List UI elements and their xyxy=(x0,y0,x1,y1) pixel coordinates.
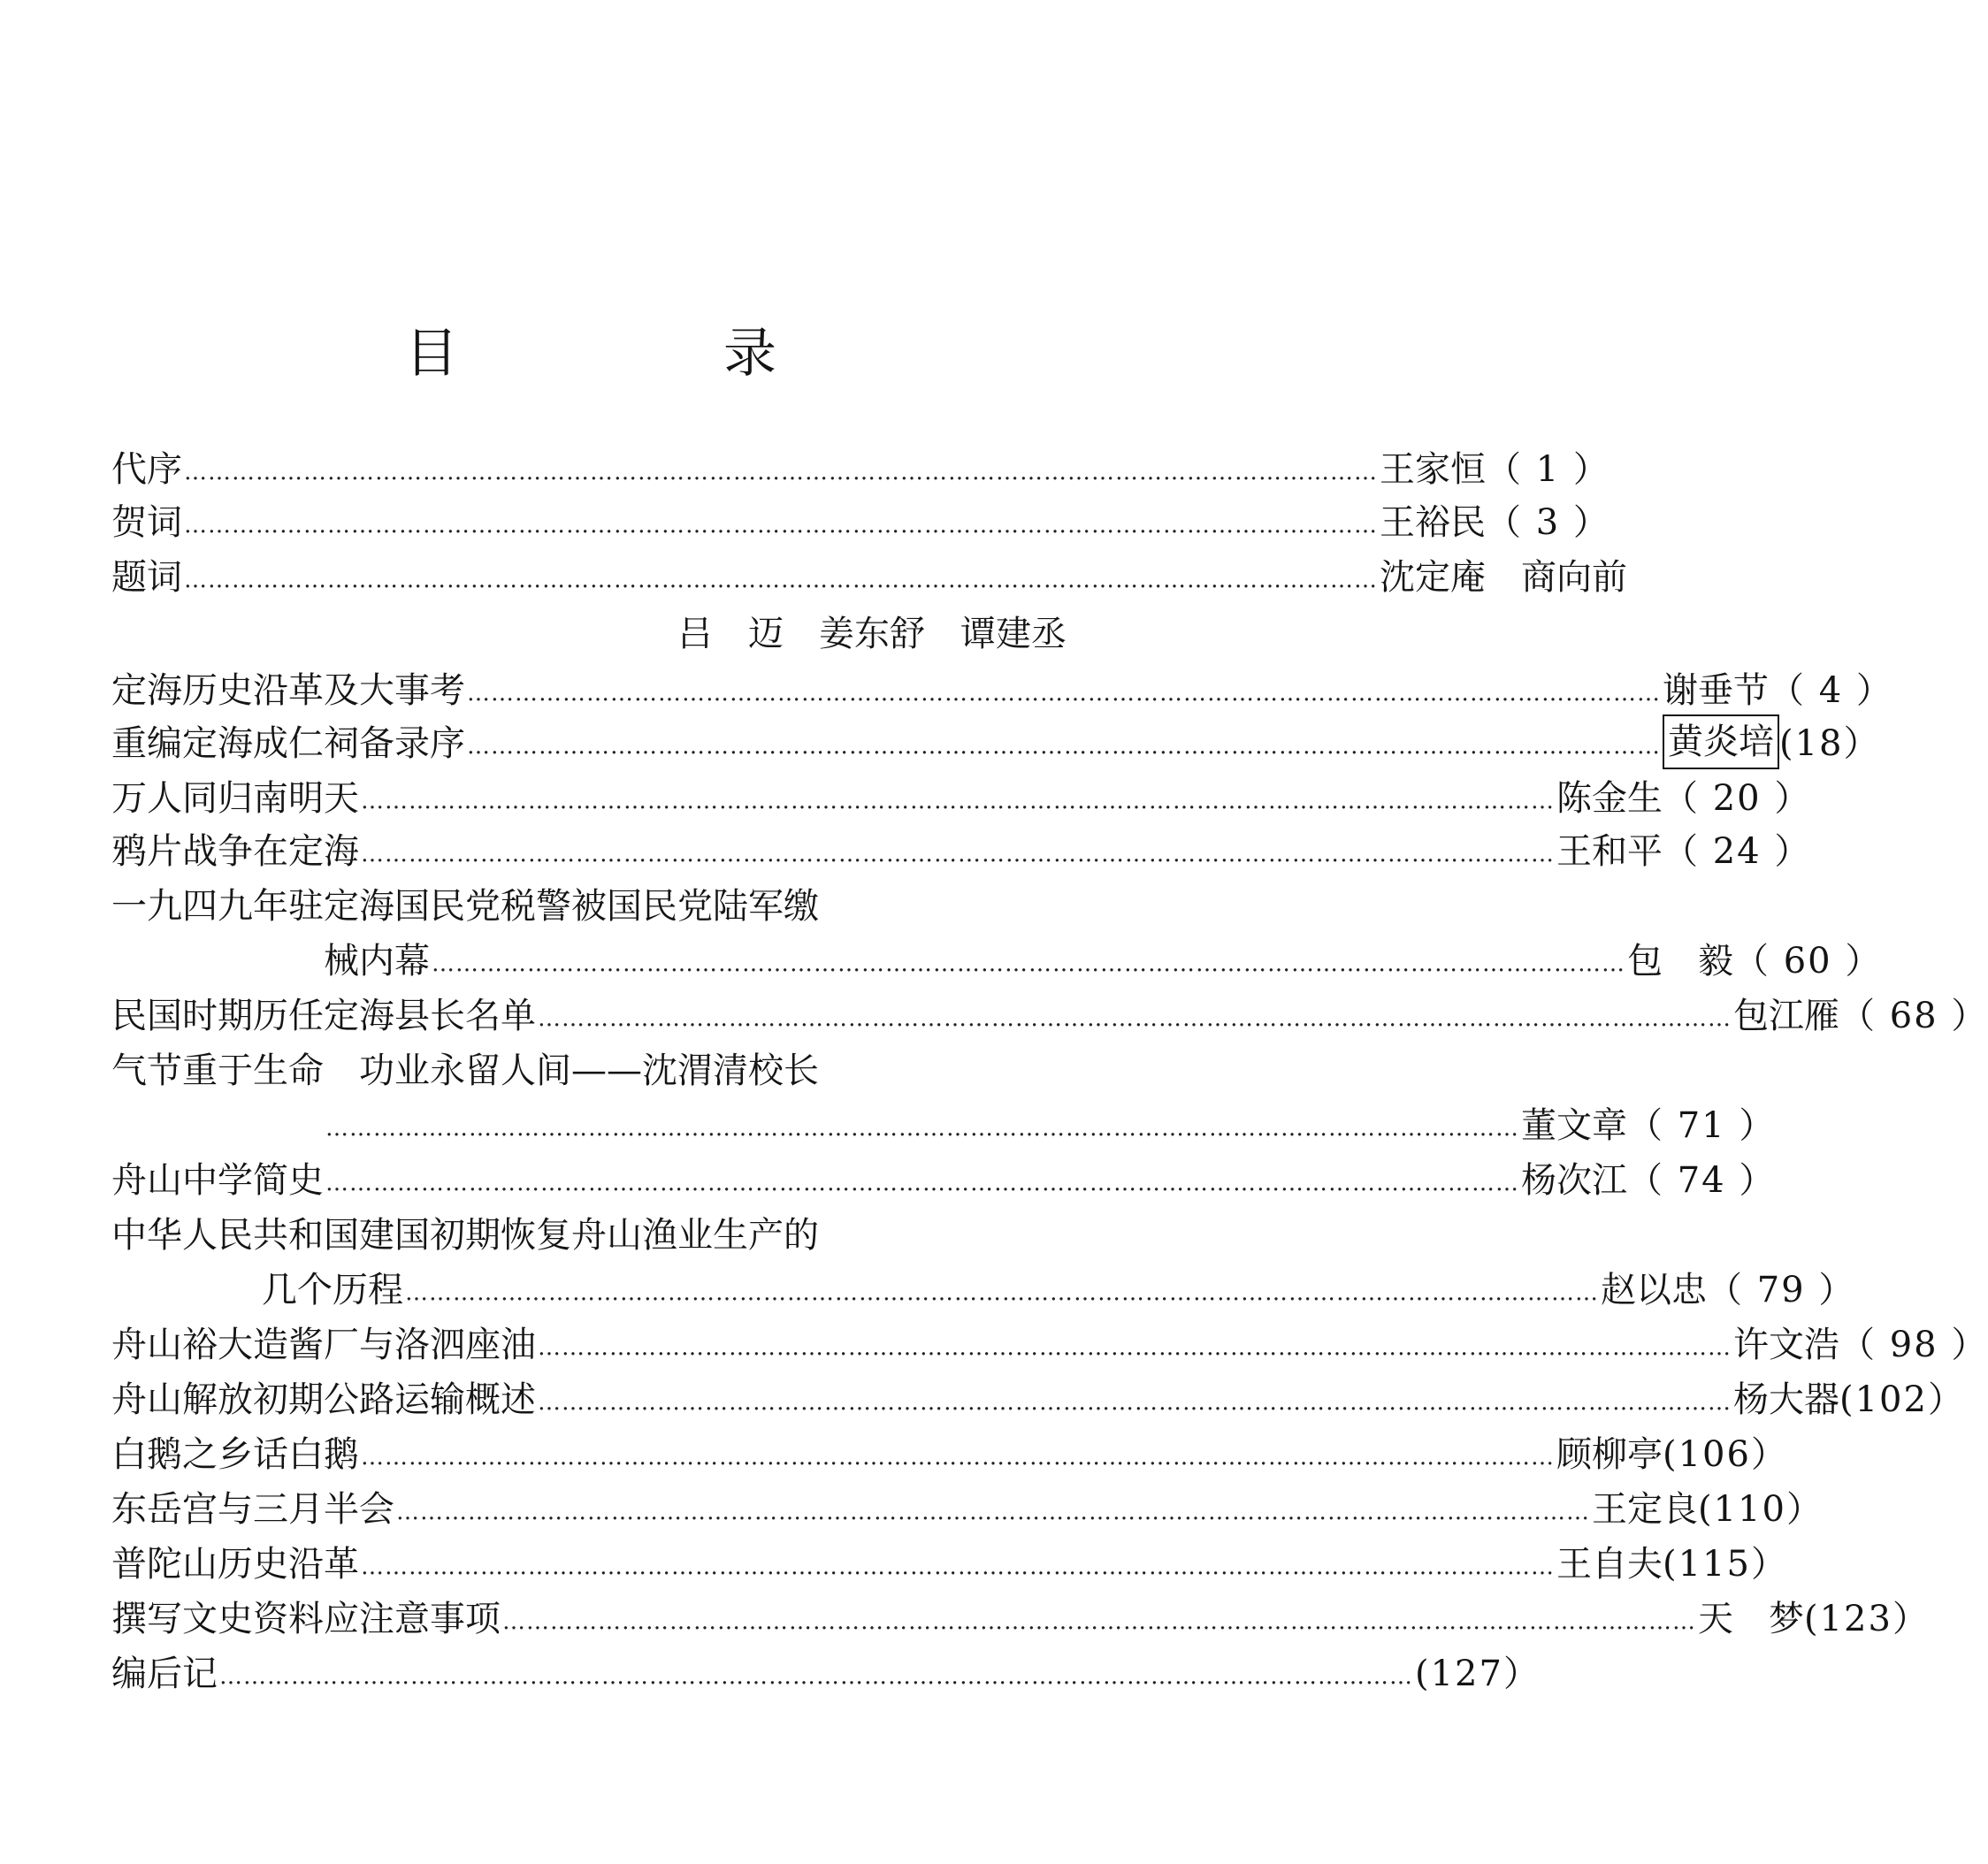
entry-title: 重编定海成仁祠备录序 xyxy=(111,723,465,764)
leader-dots: …………………………………………………………………………………………………………………………………… xyxy=(467,680,1661,707)
toc-entry[interactable] xyxy=(111,552,1627,603)
leader-dots: …………………………………………………………………………………………………………………………………… xyxy=(538,1389,1732,1416)
leader-dots: …………………………………………………………………………………………………………………………………… xyxy=(219,1663,1413,1690)
toc-entry[interactable] xyxy=(111,1539,1788,1590)
entry-title[interactable]: 气节重于生命 功业永留人间——沈渭清校长 xyxy=(111,1050,819,1091)
toc-entry[interactable] xyxy=(111,1648,1541,1700)
leader-dots: …………………………………………………………………………………………………………………………………… xyxy=(325,1115,1519,1142)
entry-author: 顾柳亭 xyxy=(1556,1434,1663,1475)
entry-author: 黄炎培 xyxy=(1663,714,1779,769)
entry-title-continued: 几个历程 xyxy=(262,1270,403,1310)
entry-title: 鸦片战争在定海 xyxy=(111,831,359,872)
toc-entry[interactable] xyxy=(111,1429,1788,1480)
entry-page: （ 60 ） xyxy=(1733,941,1883,982)
entry-title: 代序 xyxy=(111,449,182,490)
leader-dots: …………………………………………………………………………………………………………………………………… xyxy=(184,567,1378,593)
entry-page: (110） xyxy=(1698,1489,1824,1530)
entry-title[interactable]: 中华人民共和国建国初期恢复舟山渔业生产的 xyxy=(111,1215,819,1256)
toc-entry[interactable] xyxy=(111,497,1610,548)
entry-author: 沈定庵 商向前 xyxy=(1380,557,1627,598)
entry-page: (115） xyxy=(1663,1544,1788,1585)
entry-author: 许文浩 xyxy=(1733,1325,1839,1365)
entry-page: （ 74 ） xyxy=(1627,1160,1777,1201)
leader-dots: …………………………………………………………………………………………………………………………………… xyxy=(184,459,1378,485)
entry-title: 撰写文史资料应注意事项 xyxy=(111,1599,501,1639)
entry-author: 王裕民 xyxy=(1380,502,1486,543)
entry-author: 陈金生 xyxy=(1556,778,1663,819)
toc-entry[interactable] xyxy=(111,990,1988,1042)
toc-entry[interactable] xyxy=(262,1264,1856,1316)
entry-title: 舟山中学简史 xyxy=(111,1160,324,1201)
entry-author: 杨次江 xyxy=(1521,1160,1627,1201)
leader-dots: …………………………………………………………………………………………………………………………………… xyxy=(361,1554,1555,1580)
toc-entry[interactable] xyxy=(111,1374,1965,1425)
entry-author: 包江雁 xyxy=(1733,996,1839,1036)
toc-entry[interactable] xyxy=(111,665,1893,716)
entry-title: 编后记 xyxy=(111,1654,218,1694)
leader-dots: …………………………………………………………………………………………………………………………………… xyxy=(325,1170,1519,1196)
toc-entry[interactable] xyxy=(111,718,1881,769)
leader-dots: …………………………………………………………………………………………………………………………………… xyxy=(405,1280,1599,1306)
entry-title: 白鹅之乡话白鹅 xyxy=(111,1434,359,1475)
entry-author: 董文章 xyxy=(1521,1105,1627,1146)
leader-dots: …………………………………………………………………………………………………………………………………… xyxy=(467,733,1661,760)
entry-page: (18） xyxy=(1779,723,1881,764)
entry-page: （ 98 ） xyxy=(1839,1325,1988,1365)
leader-dots: …………………………………………………………………………………………………………………………………… xyxy=(396,1499,1590,1525)
entry-page: （ 4 ） xyxy=(1769,670,1893,711)
entry-author: 王自夫 xyxy=(1556,1544,1663,1585)
leader-dots: …………………………………………………………………………………………………………………………………… xyxy=(432,951,1625,977)
entry-page: (106） xyxy=(1663,1434,1788,1475)
entry-title[interactable]: 一九四九年驻定海国民党税警被国民党陆军缴 xyxy=(111,886,819,927)
entry-title: 贺词 xyxy=(111,502,182,543)
entry-page: （ 71 ） xyxy=(1627,1105,1777,1146)
entry-page: （ 79 ） xyxy=(1707,1270,1856,1310)
entry-title: 普陀山历史沿革 xyxy=(111,1544,359,1585)
entry-author: 赵以忠 xyxy=(1601,1270,1707,1310)
entry-page: (123） xyxy=(1804,1599,1930,1639)
entry-title: 舟山解放初期公路运输概述 xyxy=(111,1379,536,1420)
entry-title: 题词 xyxy=(111,557,182,598)
entry-author-continued: 吕 迈 姜东舒 谭建丞 xyxy=(677,614,1067,654)
entry-page: （ 3 ） xyxy=(1486,502,1610,543)
entry-author: 王和平 xyxy=(1556,831,1663,872)
entry-title: 定海历史沿革及大事考 xyxy=(111,670,465,711)
toc-entry[interactable] xyxy=(111,1484,1824,1535)
entry-title: 民国时期历任定海县长名单 xyxy=(111,996,536,1036)
page-title: 目 录 xyxy=(405,323,883,385)
leader-dots: …………………………………………………………………………………………………………………………………… xyxy=(361,788,1555,814)
entry-author: 包 毅 xyxy=(1627,941,1733,982)
leader-dots: …………………………………………………………………………………………………………………………………… xyxy=(538,1334,1732,1361)
toc-entry[interactable] xyxy=(111,826,1812,877)
entry-page: （ 68 ） xyxy=(1839,996,1988,1036)
entry-title: 舟山裕大造酱厂与洛泗座油 xyxy=(111,1325,536,1365)
toc-entry[interactable] xyxy=(111,444,1610,495)
entry-page: （ 20 ） xyxy=(1663,778,1812,819)
entry-page: (102） xyxy=(1839,1379,1965,1420)
leader-dots: …………………………………………………………………………………………………………………………………… xyxy=(361,1444,1555,1471)
entry-author: 王定良 xyxy=(1592,1489,1698,1530)
leader-dots: …………………………………………………………………………………………………………………………………… xyxy=(538,1005,1732,1032)
toc-entry[interactable] xyxy=(111,1319,1988,1371)
toc-entry[interactable] xyxy=(324,936,1883,987)
entry-author: 谢垂节 xyxy=(1663,670,1769,711)
entry-author: 王家恒 xyxy=(1380,449,1486,490)
entry-page: （ 1 ） xyxy=(1486,449,1610,490)
entry-page: (127） xyxy=(1415,1654,1541,1694)
entry-page: （ 24 ） xyxy=(1663,831,1812,872)
entry-title: 万人同归南明天 xyxy=(111,778,359,819)
toc-entry[interactable] xyxy=(111,773,1812,824)
toc-entry[interactable] xyxy=(324,1100,1777,1151)
entry-title: 东岳宫与三月半会 xyxy=(111,1489,394,1530)
toc-entry[interactable] xyxy=(111,1155,1777,1206)
leader-dots: …………………………………………………………………………………………………………………………………… xyxy=(502,1608,1696,1635)
entry-author: 杨大器 xyxy=(1733,1379,1839,1420)
entry-title-continued: 械内幕 xyxy=(324,941,430,982)
leader-dots: …………………………………………………………………………………………………………………………………… xyxy=(361,841,1555,867)
entry-author: 天 梦 xyxy=(1698,1599,1804,1639)
leader-dots: …………………………………………………………………………………………………………………………………… xyxy=(184,512,1378,539)
toc-entry[interactable] xyxy=(111,1593,1930,1645)
